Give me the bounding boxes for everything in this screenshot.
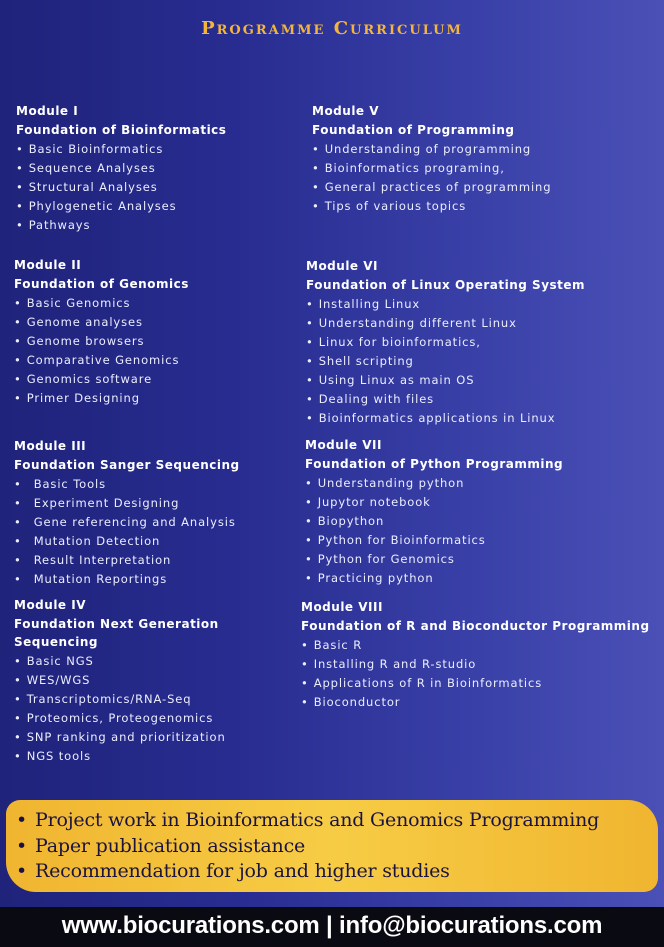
list-item: • Mutation Detection	[14, 532, 240, 551]
list-item: • Installing Linux	[306, 295, 585, 314]
list-item: • Practicing python	[305, 569, 563, 588]
list-item: • Shell scripting	[306, 352, 585, 371]
module-title: Foundation of Programming	[312, 123, 515, 137]
module-name: Module IV	[14, 598, 86, 612]
list-item: • Bioconductor	[301, 693, 650, 712]
module-4	[14, 595, 226, 766]
module-title: Foundation of Linux Operating System	[306, 278, 586, 292]
list-item: • Basic Tools	[14, 475, 240, 494]
list-item: • Understanding python	[305, 474, 563, 493]
list-item: • Bioinformatics applications in Linux	[306, 409, 585, 428]
module-name: Module VII	[305, 438, 382, 452]
list-item: • Dealing with files	[306, 390, 585, 409]
list-item: • Transcriptomics/RNA-Seq	[14, 690, 226, 709]
highlight-item: • Paper publication assistance	[16, 834, 658, 860]
list-item: • Basic R	[301, 636, 650, 655]
list-item: • Installing R and R-studio	[301, 655, 650, 674]
list-item: • Applications of R in Bioinformatics	[301, 674, 650, 693]
list-item: • Proteomics, Proteogenomics	[14, 709, 226, 728]
highlight-item: • Recommendation for job and higher studies	[16, 859, 658, 885]
list-item: • Mutation Reportings	[14, 570, 240, 589]
list-item: • Understanding of programming	[312, 140, 551, 159]
page-title: Programme Curriculum	[201, 18, 463, 39]
module-title: Foundation Sanger Sequencing	[14, 458, 240, 472]
list-item: • Understanding different Linux	[306, 314, 585, 333]
module-title: Foundation of Python Programming	[305, 457, 564, 471]
module-name: Module II	[14, 258, 82, 272]
highlight-item: • Project work in Bioinformatics and Genomics Programming	[16, 808, 658, 834]
list-item: • Basic NGS	[14, 652, 226, 671]
list-item: • Tips of various topics	[312, 197, 551, 216]
list-item: • Jupytor notebook	[305, 493, 563, 512]
list-item: • Basic Bioinformatics	[16, 140, 226, 159]
list-item: • Experiment Designing	[14, 494, 240, 513]
module-7	[305, 435, 563, 588]
module-title-line: Foundation Next Generation	[14, 617, 219, 631]
list-item: • Genome analyses	[14, 313, 189, 332]
module-title	[14, 615, 226, 651]
module-name: Module I	[16, 104, 79, 118]
list-item: • Biopython	[305, 512, 563, 531]
list-item: • Genomics software	[14, 370, 189, 389]
module-title: Foundation of R and Bioconductor Programming	[301, 619, 650, 633]
list-item: • Bioinformatics programing,	[312, 159, 551, 178]
list-item: • WES/WGS	[14, 671, 226, 690]
module-title: Foundation of Bioinformatics	[16, 123, 227, 137]
list-item: • SNP ranking and prioritization	[14, 728, 226, 747]
module-name: Module III	[14, 439, 87, 453]
list-item: • Result Interpretation	[14, 551, 240, 570]
list-item: • Primer Designing	[14, 389, 189, 408]
module-6	[306, 256, 585, 428]
list-item: • NGS tools	[14, 747, 226, 766]
module-title: Foundation of Genomics	[14, 277, 189, 291]
list-item: • Phylogenetic Analyses	[16, 197, 226, 216]
module-8	[301, 597, 650, 712]
list-item: • Python for Genomics	[305, 550, 563, 569]
list-item: • Basic Genomics	[14, 294, 189, 313]
list-item: • Python for Bioinformatics	[305, 531, 563, 550]
list-item: • Sequence Analyses	[16, 159, 226, 178]
list-item: • Using Linux as main OS	[306, 371, 585, 390]
module-5	[312, 101, 551, 216]
list-item: • Comparative Genomics	[14, 351, 189, 370]
list-item: • Structural Analyses	[16, 178, 226, 197]
list-item: • Pathways	[16, 216, 226, 235]
list-item: • Gene referencing and Analysis	[14, 513, 240, 532]
list-item: • Linux for bioinformatics,	[306, 333, 585, 352]
module-2	[14, 255, 189, 408]
list-item: • Genome browsers	[14, 332, 189, 351]
module-name: Module VIII	[301, 600, 383, 614]
module-3	[14, 436, 240, 589]
module-name: Module VI	[306, 259, 378, 273]
footer-contact: www.biocurations.com | info@biocurations.com	[0, 907, 664, 947]
module-name: Module V	[312, 104, 380, 118]
module-1	[16, 101, 226, 235]
list-item: • General practices of programming	[312, 178, 551, 197]
highlights-banner	[6, 800, 658, 892]
module-title-line: Sequencing	[14, 635, 98, 649]
